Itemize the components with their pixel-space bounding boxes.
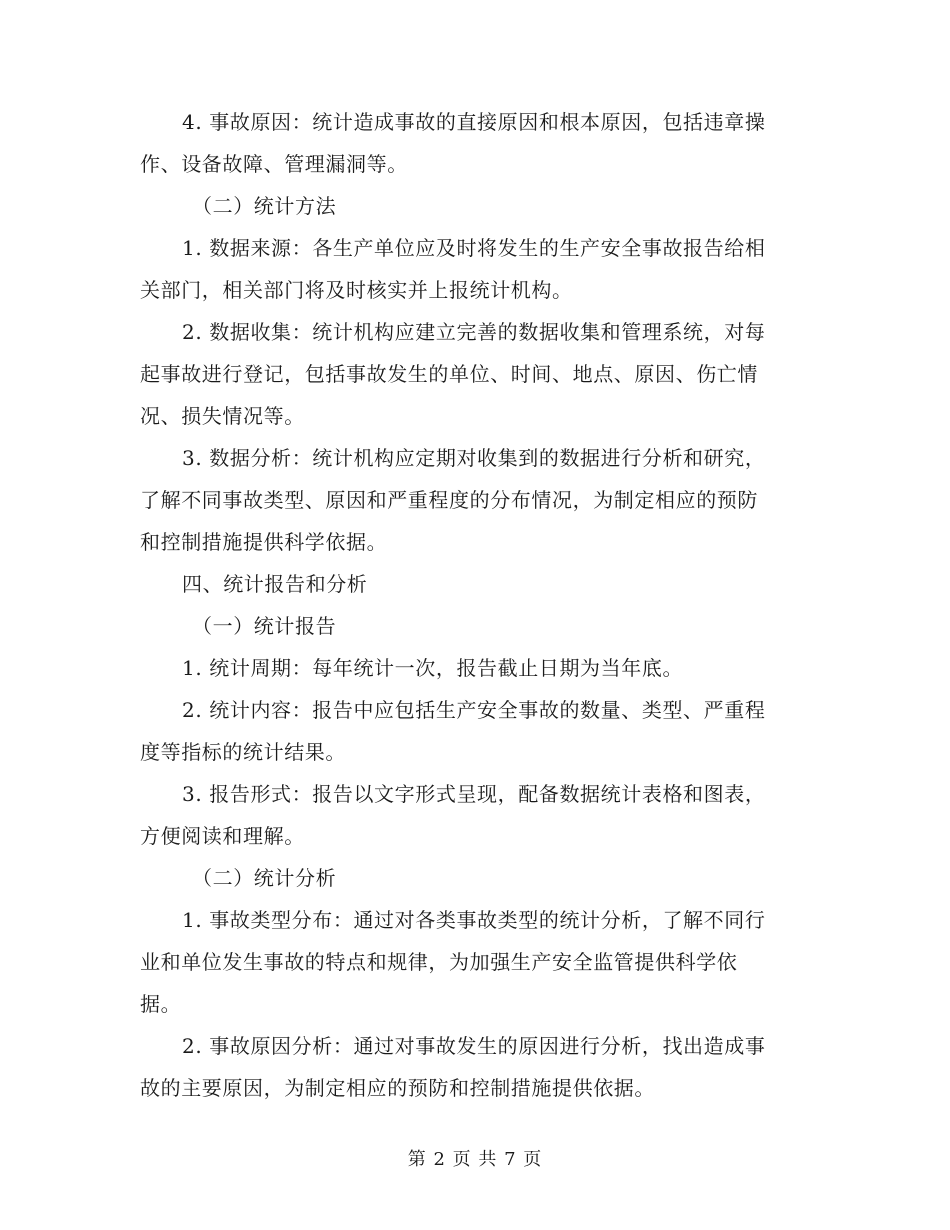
paragraph-line: 据。 xyxy=(140,992,182,1016)
paragraph-line: 和控制措施提供科学依据。 xyxy=(140,530,388,554)
section-heading: （二）统计方法 xyxy=(192,194,337,218)
paragraph-line: 1. 事故类型分布：通过对各类事故类型的统计分析，了解不同行 xyxy=(182,908,766,932)
paragraph-line: 方便阅读和理解。 xyxy=(140,824,305,848)
paragraph-line: 关部门，相关部门将及时核实并上报统计机构。 xyxy=(140,278,573,302)
paragraph-line: 起事故进行登记，包括事故发生的单位、时间、地点、原因、伤亡情 xyxy=(140,362,758,386)
paragraph-line: 4. 事故原因：统计造成事故的直接原因和根本原因，包括违章操 xyxy=(182,110,766,134)
paragraph-line: 况、损失情况等。 xyxy=(140,404,305,428)
paragraph-line: 业和单位发生事故的特点和规律，为加强生产安全监管提供科学依 xyxy=(140,950,738,974)
section-heading: （一）统计报告 xyxy=(192,614,337,638)
paragraph-line: 了解不同事故类型、原因和严重程度的分布情况，为制定相应的预防 xyxy=(140,488,758,512)
paragraph-line: 作、设备故障、管理漏洞等。 xyxy=(140,152,408,176)
paragraph-line: 1. 统计周期：每年统计一次，报告截止日期为当年底。 xyxy=(182,656,684,680)
page-number-footer: 第 2 页 共 7 页 xyxy=(407,1149,543,1170)
document-body xyxy=(140,101,810,1109)
paragraph-line: 3. 报告形式：报告以文字形式呈现，配备数据统计表格和图表， xyxy=(182,782,766,806)
chapter-heading: 四、统计报告和分析 xyxy=(182,572,368,596)
paragraph-line: 度等指标的统计结果。 xyxy=(140,740,346,764)
paragraph-line: 2. 统计内容：报告中应包括生产安全事故的数量、类型、严重程 xyxy=(182,698,766,722)
section-heading: （二）统计分析 xyxy=(192,866,337,890)
paragraph-line: 故的主要原因，为制定相应的预防和控制措施提供依据。 xyxy=(140,1076,655,1100)
paragraph-line: 1. 数据来源：各生产单位应及时将发生的生产安全事故报告给相 xyxy=(182,236,766,260)
paragraph-line: 2. 数据收集：统计机构应建立完善的数据收集和管理系统，对每 xyxy=(182,320,766,344)
paragraph-line: 3. 数据分析：统计机构应定期对收集到的数据进行分析和研究， xyxy=(182,446,766,470)
paragraph-line: 2. 事故原因分析：通过对事故发生的原因进行分析，找出造成事 xyxy=(182,1034,766,1058)
